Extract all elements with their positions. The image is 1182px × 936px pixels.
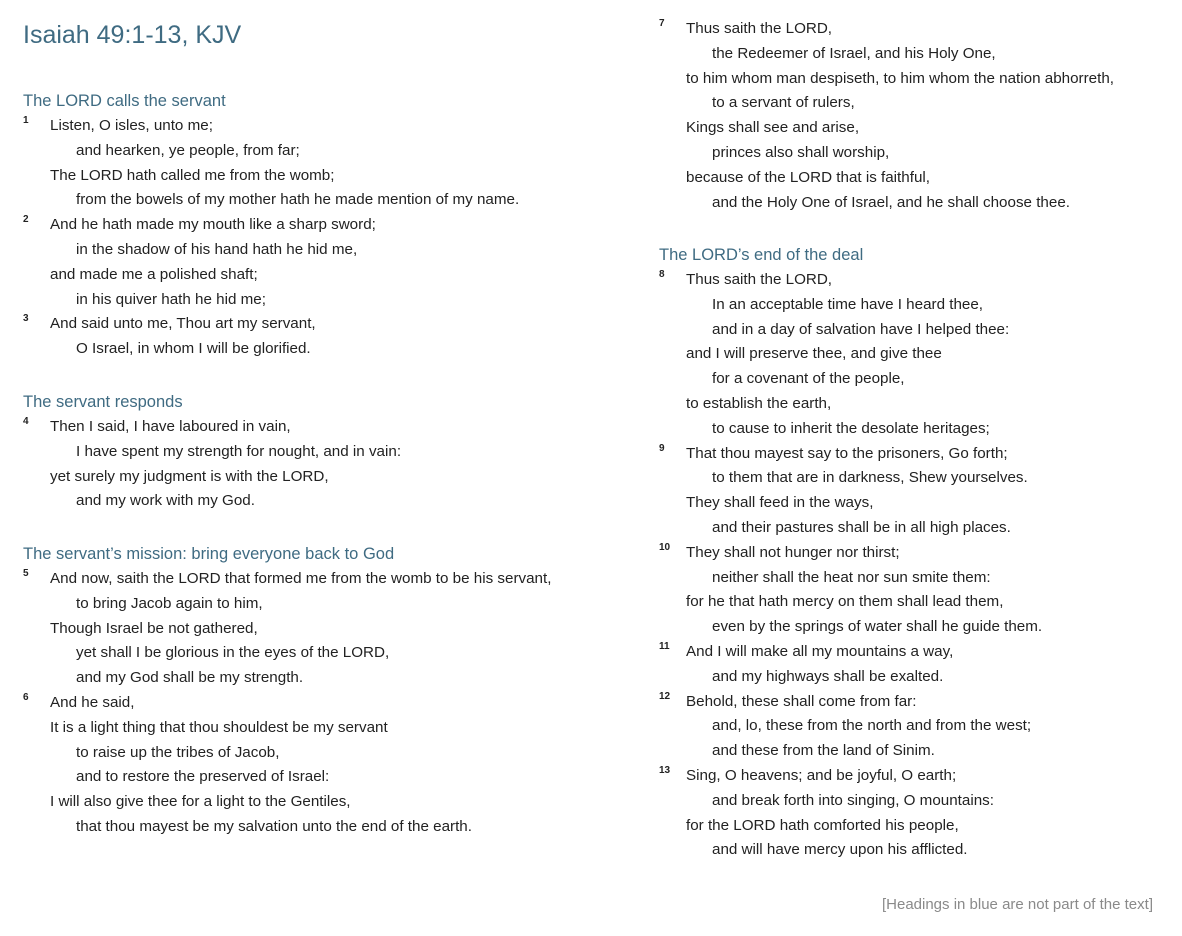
verse-text: O Israel, in whom I will be glorified. (76, 340, 311, 358)
verse-text: and, lo, these from the north and from the west; (712, 717, 1032, 735)
verse-text: and in a day of salvation have I helped thee: (712, 320, 1010, 338)
verse-text: and their pastures shall be in all high places. (712, 519, 1011, 536)
verse-text: to raise up the tribes of Jacob, (76, 743, 280, 761)
verse-text: Behold, these shall come from far: (686, 692, 917, 710)
verse-text: They shall feed in the ways, (686, 494, 874, 512)
verse-text: for he that hath mercy on them shall lead them, (686, 593, 1004, 611)
verse-text: princes also shall worship, (712, 144, 890, 161)
verse-number: 6 (23, 692, 29, 703)
verse-text: and will have mercy upon his afflicted. (712, 841, 968, 859)
verse-text: I will also give thee for a light to the Gentiles, (50, 793, 351, 811)
verse-number: 9 (659, 442, 665, 454)
verse-text: and I will preserve thee, and give thee (686, 345, 942, 363)
verse-number: 13 (659, 765, 671, 776)
verse-text: In an acceptable time have I heard thee, (712, 295, 984, 313)
verse-number: 1 (23, 115, 29, 126)
verse-text: in the shadow of his hand hath he hid me, (76, 241, 358, 258)
verse-text: and made me a polished shaft; (50, 265, 258, 283)
verse-text: that thou mayest be my salvation unto the end of the earth. (76, 818, 472, 835)
footer-note: [Headings in blue are not part of the text] (881, 896, 1153, 913)
verse-text: to establish the earth, (686, 395, 832, 412)
verse-text: and my God shall be my strength. (76, 669, 304, 687)
verse-number: 4 (23, 416, 29, 427)
verse-number: 2 (23, 214, 29, 226)
verse-number: 11 (659, 641, 670, 652)
verse-text: for the LORD hath comforted his people, (686, 816, 959, 834)
verse-text: and to restore the preserved of Israel: (76, 768, 330, 786)
verse-text: Kings shall see and arise, (686, 119, 860, 137)
verse-text: to bring Jacob again to him, (76, 594, 263, 612)
verse-text: the Redeemer of Israel, and his Holy One, (712, 44, 996, 62)
verse-text: The LORD hath called me from the womb; (50, 166, 335, 184)
verse-text: and these from the land of Sinim. (712, 742, 935, 760)
section-heading: The LORD’s end of the deal (659, 246, 864, 264)
verse-text: Listen, O isles, unto me; (50, 117, 213, 134)
verse-text: Thus saith the LORD, (686, 20, 833, 37)
verse-text: And he said, (50, 694, 135, 711)
verse-text: And he hath made my mouth like a sharp sword; (50, 216, 376, 234)
verse-number: 8 (659, 269, 665, 280)
verse-number: 12 (659, 690, 671, 702)
verse-text: to a servant of rulers, (712, 94, 855, 112)
verse-text: yet surely my judgment is with the LORD, (50, 467, 329, 485)
verse-text: for a covenant of the people, (712, 370, 905, 388)
verse-text: I have spent my strength for nought, and in vain: (76, 442, 402, 460)
verse-text: and break forth into singing, O mountains: (712, 791, 994, 809)
verse-text: They shall not hunger nor thirst; (686, 543, 900, 561)
verse-text: Though Israel be not gathered, (50, 619, 258, 637)
verse-text: Thus saith the LORD, (686, 271, 833, 288)
section-heading: The servant’s mission: bring everyone back to God (23, 545, 395, 563)
verse-text: It is a light thing that thou shouldest be my servant (50, 718, 388, 736)
verse-text: And said unto me, Thou art my servant, (50, 315, 316, 333)
verse-number: 5 (23, 568, 29, 579)
verse-text: and hearken, ye people, from far; (76, 141, 300, 159)
verse-number: 3 (23, 313, 29, 325)
section-heading: The servant responds (23, 393, 183, 411)
verse-number: 10 (659, 541, 671, 553)
verse-text: to cause to inherit the desolate heritages; (712, 419, 990, 437)
verse-text: even by the springs of water shall he guide them. (712, 618, 1043, 636)
verse-text: and my highways shall be exalted. (712, 667, 944, 685)
section-heading: The LORD calls the servant (23, 92, 226, 110)
verse-text: from the bowels of my mother hath he made mention of my name. (76, 191, 520, 209)
verse-text: And I will make all my mountains a way, (686, 643, 954, 660)
verse-text: because of the LORD that is faithful, (686, 168, 930, 186)
verse-text: and my work with my God. (76, 492, 255, 510)
verse-text: That thou mayest say to the prisoners, Go forth; (686, 444, 1008, 462)
verse-text: to them that are in darkness, Shew yourselves. (712, 469, 1028, 487)
verse-text: in his quiver hath he hid me; (76, 290, 266, 308)
verse-text: and the Holy One of Israel, and he shall choose thee. (712, 193, 1070, 211)
verse-text: to him whom man despiseth, to him whom the nation abhorreth, (686, 69, 1115, 87)
verse-text: Sing, O heavens; and be joyful, O earth; (686, 767, 957, 784)
verse-number: 7 (659, 18, 665, 29)
page-title: Isaiah 49:1-13, KJV (23, 21, 242, 49)
verse-text: yet shall I be glorious in the eyes of the LORD, (76, 644, 390, 662)
verse-text: Then I said, I have laboured in vain, (50, 418, 291, 435)
verse-text: And now, saith the LORD that formed me from the womb to be his servant, (50, 570, 552, 587)
verse-text: neither shall the heat nor sun smite them: (712, 568, 991, 586)
